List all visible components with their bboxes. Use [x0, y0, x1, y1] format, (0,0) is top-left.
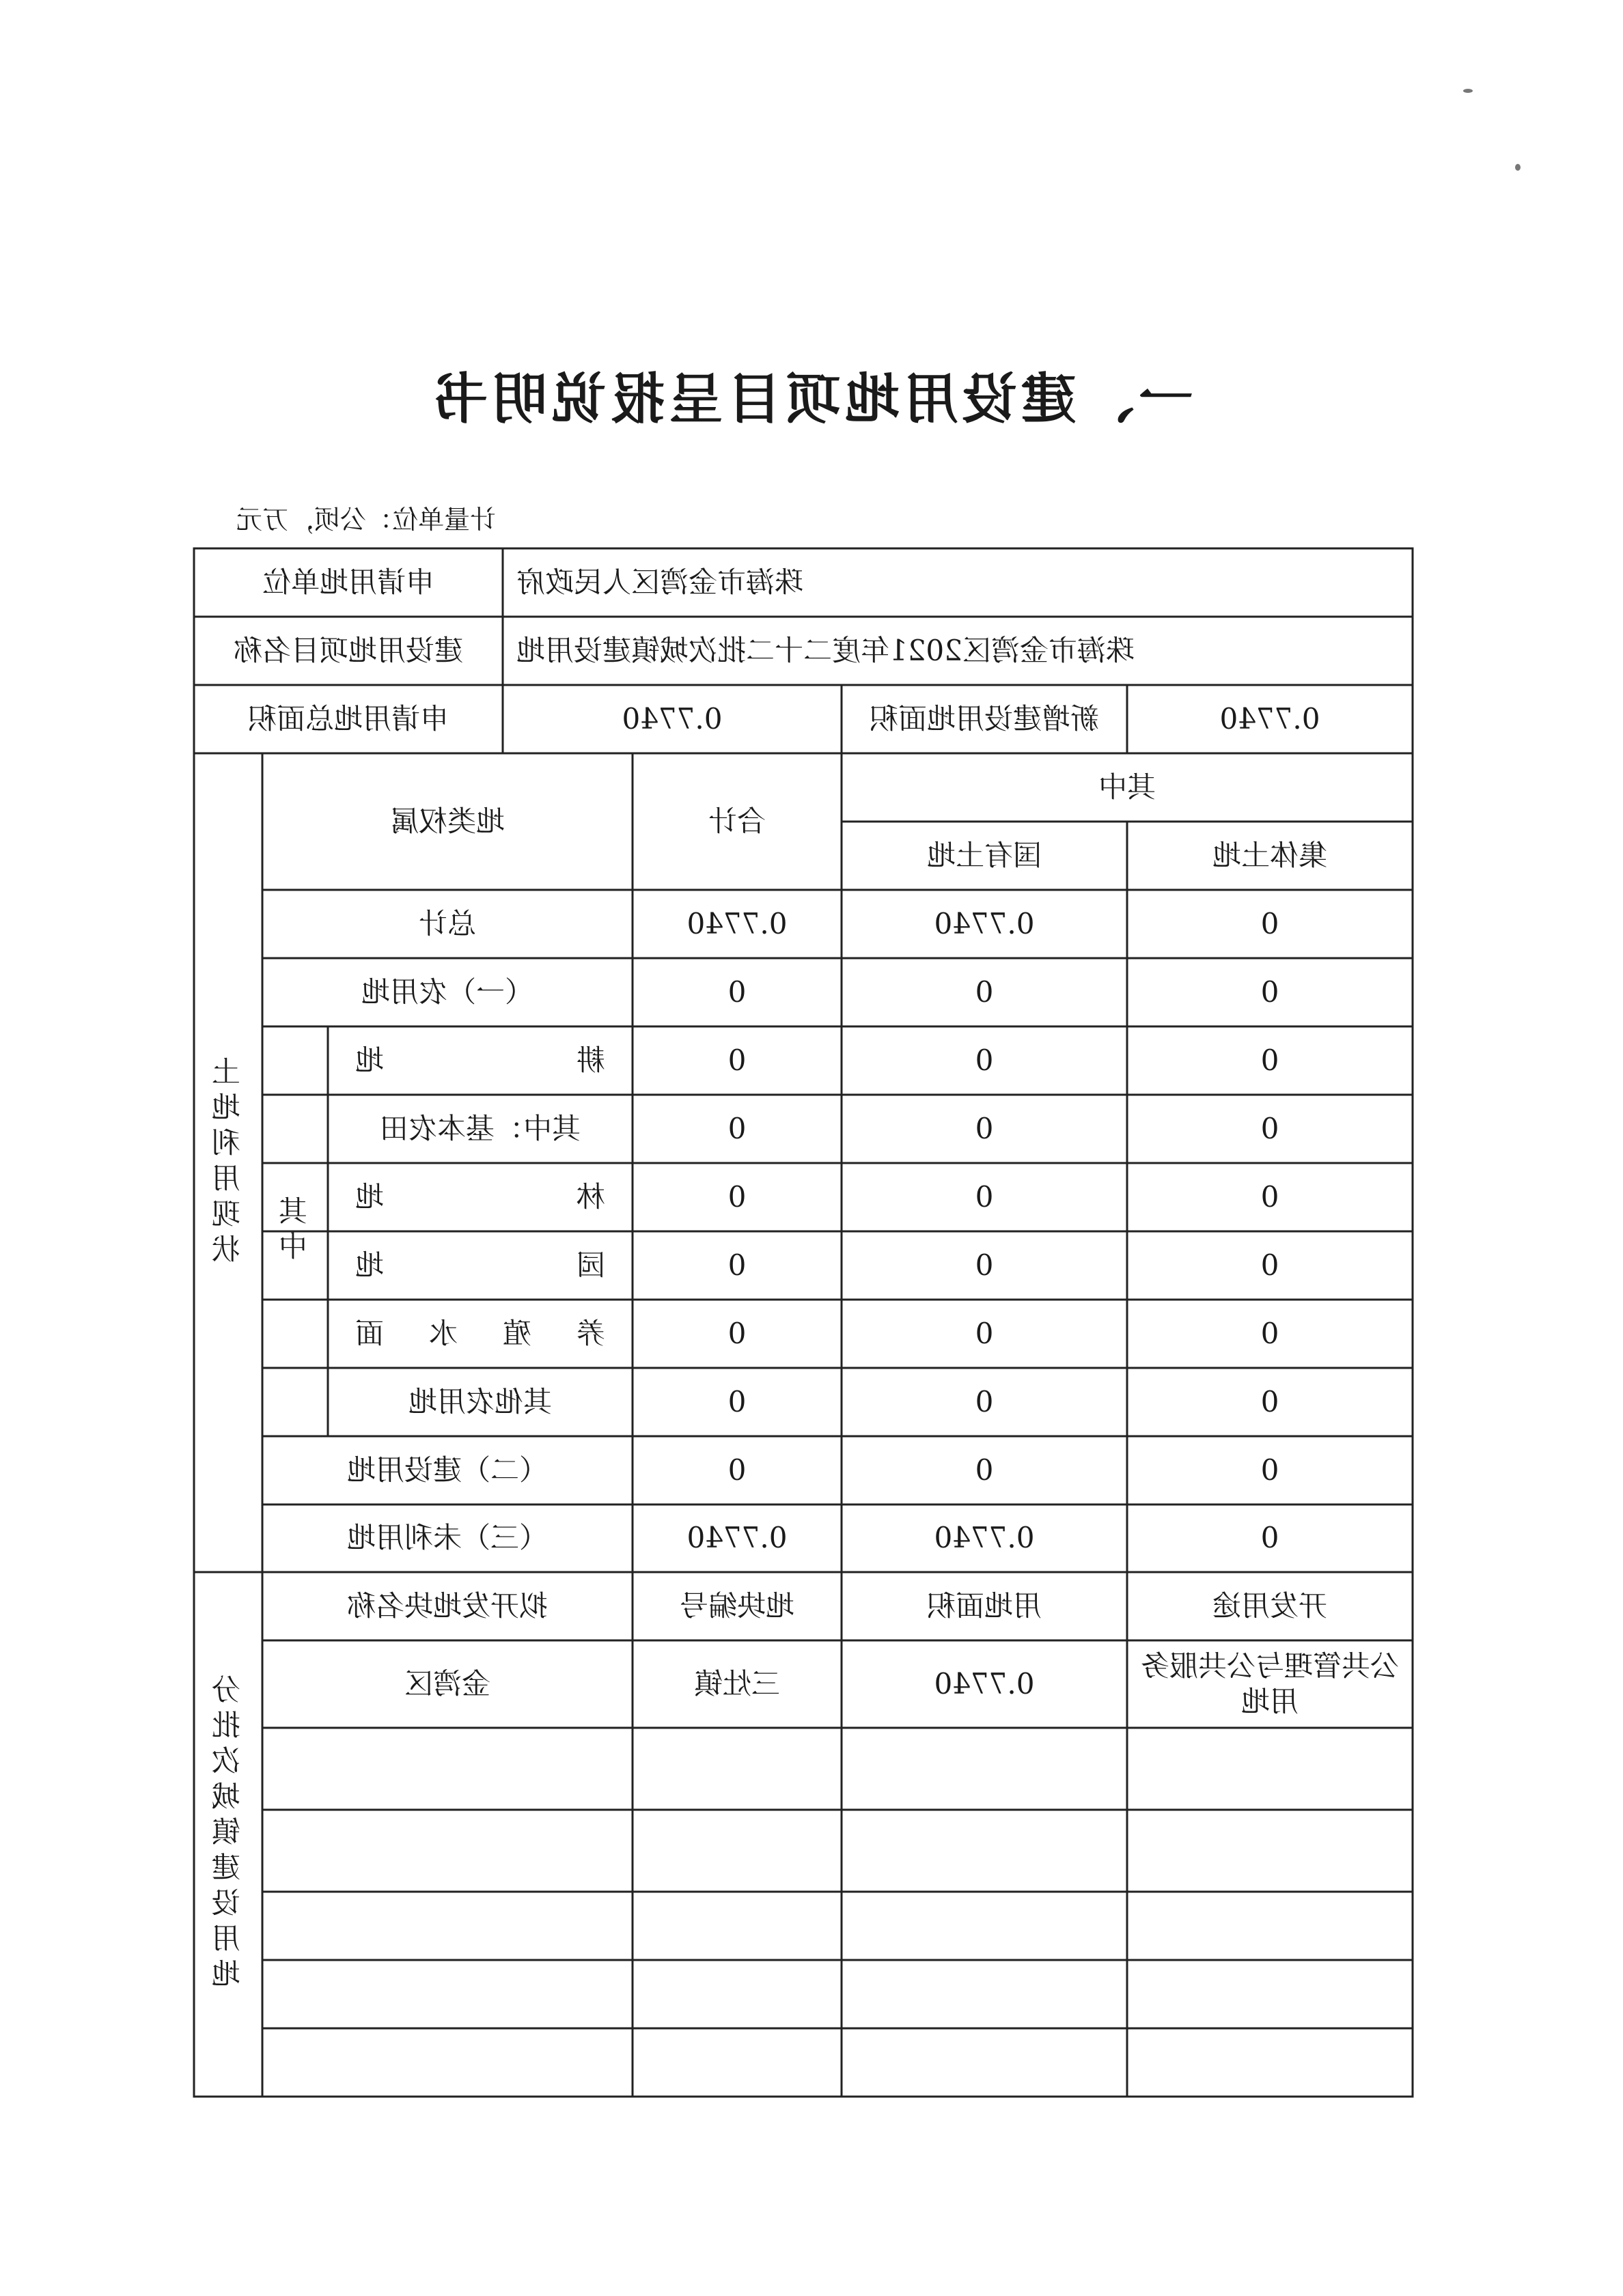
row-state-value: 0 — [975, 1179, 994, 1214]
row-state-value: 0 — [975, 1043, 994, 1077]
new-area-label: 新增建设用地面积 — [870, 701, 1100, 736]
project-value: 珠海市金湾区2021年度二十二批次城镇建设用地 — [516, 633, 1135, 667]
row-collective-value: 0 — [1260, 1043, 1279, 1077]
row-total-value: 0.7740 — [686, 906, 788, 940]
project-label: 建设用地项目名称 — [234, 633, 464, 667]
row-collective-value: 0 — [1260, 1521, 1279, 1555]
header-total: 合计 — [708, 804, 766, 838]
batch-row-name: 金湾区 — [404, 1666, 491, 1700]
batch-section-label: 分批次城镇建设用地 — [210, 1675, 245, 1994]
row-state-value: 0 — [975, 1384, 994, 1418]
scan-speck — [1515, 164, 1521, 171]
row-total-value: 0 — [727, 1316, 747, 1350]
row-total-value: 0 — [727, 1384, 747, 1418]
row-total-value: 0 — [727, 1248, 747, 1282]
row-total-value: 0 — [727, 1179, 747, 1214]
row-collective-value: 0 — [1260, 1179, 1279, 1214]
total-area-value: 0.7740 — [622, 701, 723, 736]
row-total-value: 0 — [727, 1043, 747, 1077]
row-label-forest: 林 地 — [355, 1179, 605, 1214]
batch-header-name: 拟开发地块名称 — [347, 1588, 549, 1623]
batch-header-area: 用地面积 — [927, 1588, 1042, 1623]
batch-row-use: 公共管理与公共服务用地 — [1140, 1649, 1399, 1718]
row-state-value: 0 — [975, 1316, 994, 1350]
row-state-value: 0 — [975, 975, 994, 1009]
batch-row-area: 0.7740 — [934, 1666, 1035, 1700]
row-collective-value: 0 — [1260, 1453, 1279, 1487]
batch-header-use: 开发用途 — [1212, 1588, 1328, 1623]
row-state-value: 0.7740 — [934, 906, 1035, 940]
unit-note: 计量单位：公顷，万元 — [236, 505, 496, 535]
row-total-value: 0 — [727, 1111, 747, 1145]
row-state-value: 0.7740 — [934, 1521, 1035, 1555]
header-land-type: 地类权属 — [390, 804, 505, 838]
row-collective-value: 0 — [1260, 975, 1279, 1009]
row-collective-value: 0 — [1260, 1384, 1279, 1418]
agri-of-which-label: 其中 — [277, 1196, 311, 1267]
row-state-value: 0 — [975, 1248, 994, 1282]
applicant-value: 珠海市金湾区人民政府 — [516, 565, 804, 599]
row-collective-value: 0 — [1260, 1111, 1279, 1145]
row-label-aquaculture: 养 殖 水 面 — [355, 1316, 605, 1350]
header-collective-land: 集体土地 — [1212, 838, 1328, 872]
row-total-value: 0.7740 — [686, 1521, 788, 1555]
row-state-value: 0 — [975, 1111, 994, 1145]
row-label-construction: （二）建设用地 — [347, 1453, 549, 1487]
row-label-total: 总计 — [419, 906, 477, 940]
page-title: 一、建设用地项目呈报说明书 — [430, 367, 1193, 431]
row-total-value: 0 — [727, 1453, 747, 1487]
applicant-label: 申请用地单位 — [262, 565, 435, 599]
land-status-section-label: 土地利用现状 — [210, 1056, 245, 1270]
row-total-value: 0 — [727, 975, 747, 1009]
header-of-which: 其中 — [1098, 770, 1156, 804]
new-area-value: 0.7740 — [1219, 701, 1320, 736]
scan-speck — [1463, 89, 1473, 93]
batch-row-code: 三灶镇 — [694, 1666, 781, 1700]
header-state-land: 国有土地 — [927, 838, 1042, 872]
row-collective-value: 0 — [1260, 1316, 1279, 1350]
row-label-unused: （三）未利用地 — [347, 1521, 549, 1555]
row-collective-value: 0 — [1260, 1248, 1279, 1282]
batch-header-code: 地块编号 — [680, 1588, 795, 1623]
total-area-label: 申请用地总面积 — [248, 701, 449, 736]
row-label-other-agricultural: 其他农用地 — [408, 1384, 553, 1418]
row-label-cultivated: 耕 地 — [355, 1043, 605, 1077]
row-label-garden: 园 地 — [355, 1248, 605, 1282]
row-label-agricultural: （一）农用地 — [361, 975, 534, 1009]
row-collective-value: 0 — [1260, 906, 1279, 940]
row-state-value: 0 — [975, 1453, 994, 1487]
row-label-basic-farmland: 其中：基本农田 — [380, 1111, 581, 1145]
